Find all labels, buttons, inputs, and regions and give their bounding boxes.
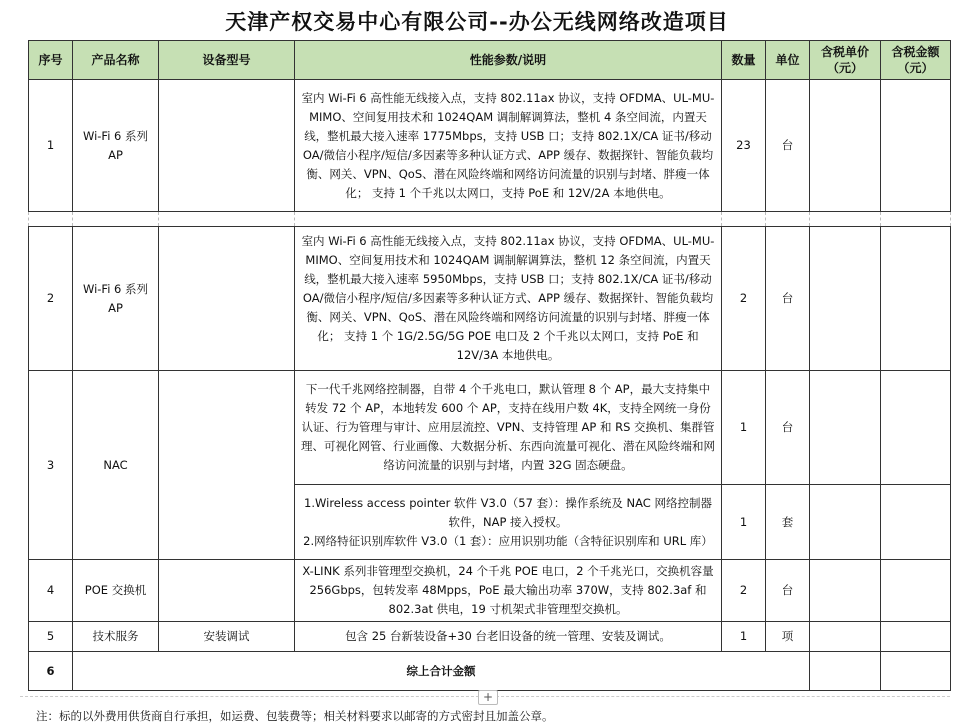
cell-product: Wi-Fi 6 系列 AP: [73, 80, 159, 212]
cell-qty: 2: [722, 560, 766, 622]
cell-seq: 5: [29, 622, 73, 652]
cell-model[interactable]: [159, 227, 295, 371]
cell-seq: 4: [29, 560, 73, 622]
cell-spec-software: [295, 485, 722, 560]
cell-spec: X-LINK 系列非管理型交换机，24 个千兆 POE 电口，2 个千兆光口，交换机容量 256Gbps，包转发率 48Mpps，PoE 最大输出功率 370W，支持 802.3af 和 802.3at 供电，19 寸机架式非管理型交换机。: [295, 560, 722, 622]
header-amount: 含税金额（元）: [881, 41, 951, 80]
cell-product: NAC: [73, 371, 159, 560]
table-header-row: [29, 41, 951, 80]
cell-spec: 室内 Wi-Fi 6 高性能无线接入点，支持 802.11ax 协议，支持 OFDMA、UL-MU-MIMO、空间复用技术和 1024QAM 调制解调算法，整机 4 条空间流，内置天线，整机最大接入速率 1775Mbps，支持 USB 口；支持 802.1X/CA 证书/移动 OA/微信小程序/短信/多因素等多种认证方式、APP 缓存、数据探针、智能负载均衡、网关、VPN、QoS、潜在风险终端和网络访问流量的识别与封堵、胖瘦一体化； 支持 1 个千兆以太网口，支持 PoE 和 12V/2A 本地供电。: [295, 80, 722, 212]
cell-model: 安装调试: [159, 622, 295, 652]
summary-row: [29, 652, 951, 691]
cell-unit: 台: [766, 80, 810, 212]
table-row: [29, 560, 951, 622]
add-row-button[interactable]: +: [478, 690, 498, 705]
header-spec: 性能参数/说明: [295, 41, 722, 80]
header-unit: 单位: [766, 41, 810, 80]
summary-label: 综上合计金额: [73, 652, 810, 691]
cell-product: POE 交换机: [73, 560, 159, 622]
cell-model[interactable]: [159, 560, 295, 622]
cell-amount[interactable]: [881, 80, 951, 212]
header-unit-price: 含税单价（元）: [810, 41, 881, 80]
cell-unit: 套: [766, 485, 810, 560]
cell-unit-price[interactable]: [810, 485, 881, 560]
table-row: [29, 622, 951, 652]
cell-product: 技术服务: [73, 622, 159, 652]
quote-table: [28, 40, 951, 691]
header-model: 设备型号: [159, 41, 295, 80]
document-title: 天津产权交易中心有限公司--办公无线网络改造项目: [225, 10, 729, 34]
cell-unit-price[interactable]: [810, 622, 881, 652]
cell-amount[interactable]: [881, 560, 951, 622]
header-product: 产品名称: [73, 41, 159, 80]
software-line-2: 2.网络特征识别库软件 V3.0（1 套）：应用识别功能（含特征识别库和 URL 库）: [303, 533, 713, 548]
summary-seq: 6: [29, 652, 73, 691]
cell-spec: 室内 Wi-Fi 6 高性能无线接入点，支持 802.11ax 协议，支持 OFDMA、UL-MU-MIMO、空间复用技术和 1024QAM 调制解调算法，整机 12 条空间流，内置天线，整机最大接入速率 5950Mbps，支持 USB 口；支持 802.1X/CA 证书/移动 OA/微信小程序/短信/多因素等多种认证方式、APP 缓存、数据探针、智能负载均衡、网关、VPN、QoS、潜在风险终端和网络访问流量的识别与封堵、胖瘦一体化； 支持 1 个 1G/2.5G/5G POE 电口及 2 个千兆以太网口，支持 PoE 和 12V/3A 本地供电。: [295, 227, 722, 371]
cell-seq: 2: [29, 227, 73, 371]
software-line-1: 1.Wireless access pointer 软件 V3.0（57 套）：操作系统及 NAC 网络控制器软件，NAP 接入授权。: [304, 495, 712, 529]
summary-amount[interactable]: [881, 652, 951, 691]
cell-spec: 下一代千兆网络控制器，自带 4 个千兆电口，默认管理 8 个 AP，最大支持集中转发 72 个 AP，本地转发 600 个 AP，支持在线用户数 4K，支持全网统一身份认证、行为管理与审计、应用层流控、VPN、支持管理 AP 和 RS 交换机、集群管理、可视化网管、行业画像、大数据分析、东西向流量可视化、潜在风险终端和网络访问流量的识别与封堵，内置 32G 固态硬盘。: [295, 371, 722, 485]
table-row: [29, 371, 951, 485]
header-seq: 序号: [29, 41, 73, 80]
cell-spec: 包含 25 台新装设备+30 台老旧设备的统一管理、安装及调试。: [295, 622, 722, 652]
table-row: [29, 227, 951, 371]
cell-unit-price[interactable]: [810, 560, 881, 622]
cell-qty: 23: [722, 80, 766, 212]
cell-qty: 1: [722, 371, 766, 485]
cell-amount[interactable]: [881, 485, 951, 560]
cell-amount[interactable]: [881, 622, 951, 652]
cell-unit-price[interactable]: [810, 227, 881, 371]
cell-qty: 1: [722, 622, 766, 652]
cell-model[interactable]: [159, 80, 295, 212]
cell-unit: 台: [766, 227, 810, 371]
cell-qty: 1: [722, 485, 766, 560]
cell-unit: 台: [766, 560, 810, 622]
cell-model[interactable]: [159, 371, 295, 560]
cell-seq: 3: [29, 371, 73, 560]
cell-unit: 台: [766, 371, 810, 485]
cell-unit: 项: [766, 622, 810, 652]
header-qty: 数量: [722, 41, 766, 80]
summary-unit-price[interactable]: [810, 652, 881, 691]
cell-qty: 2: [722, 227, 766, 371]
cell-product: Wi-Fi 6 系列 AP: [73, 227, 159, 371]
cell-unit-price[interactable]: [810, 80, 881, 212]
cell-seq: 1: [29, 80, 73, 212]
footnote: 注：标的以外费用供货商自行承担，如运费、包装费等；相关材料要求以邮寄的方式密封且加盖公章。: [36, 709, 554, 723]
cell-amount[interactable]: [881, 371, 951, 485]
page-break-gap: [29, 212, 951, 227]
cell-unit-price[interactable]: [810, 371, 881, 485]
cell-amount[interactable]: [881, 227, 951, 371]
table-row: [29, 80, 951, 212]
